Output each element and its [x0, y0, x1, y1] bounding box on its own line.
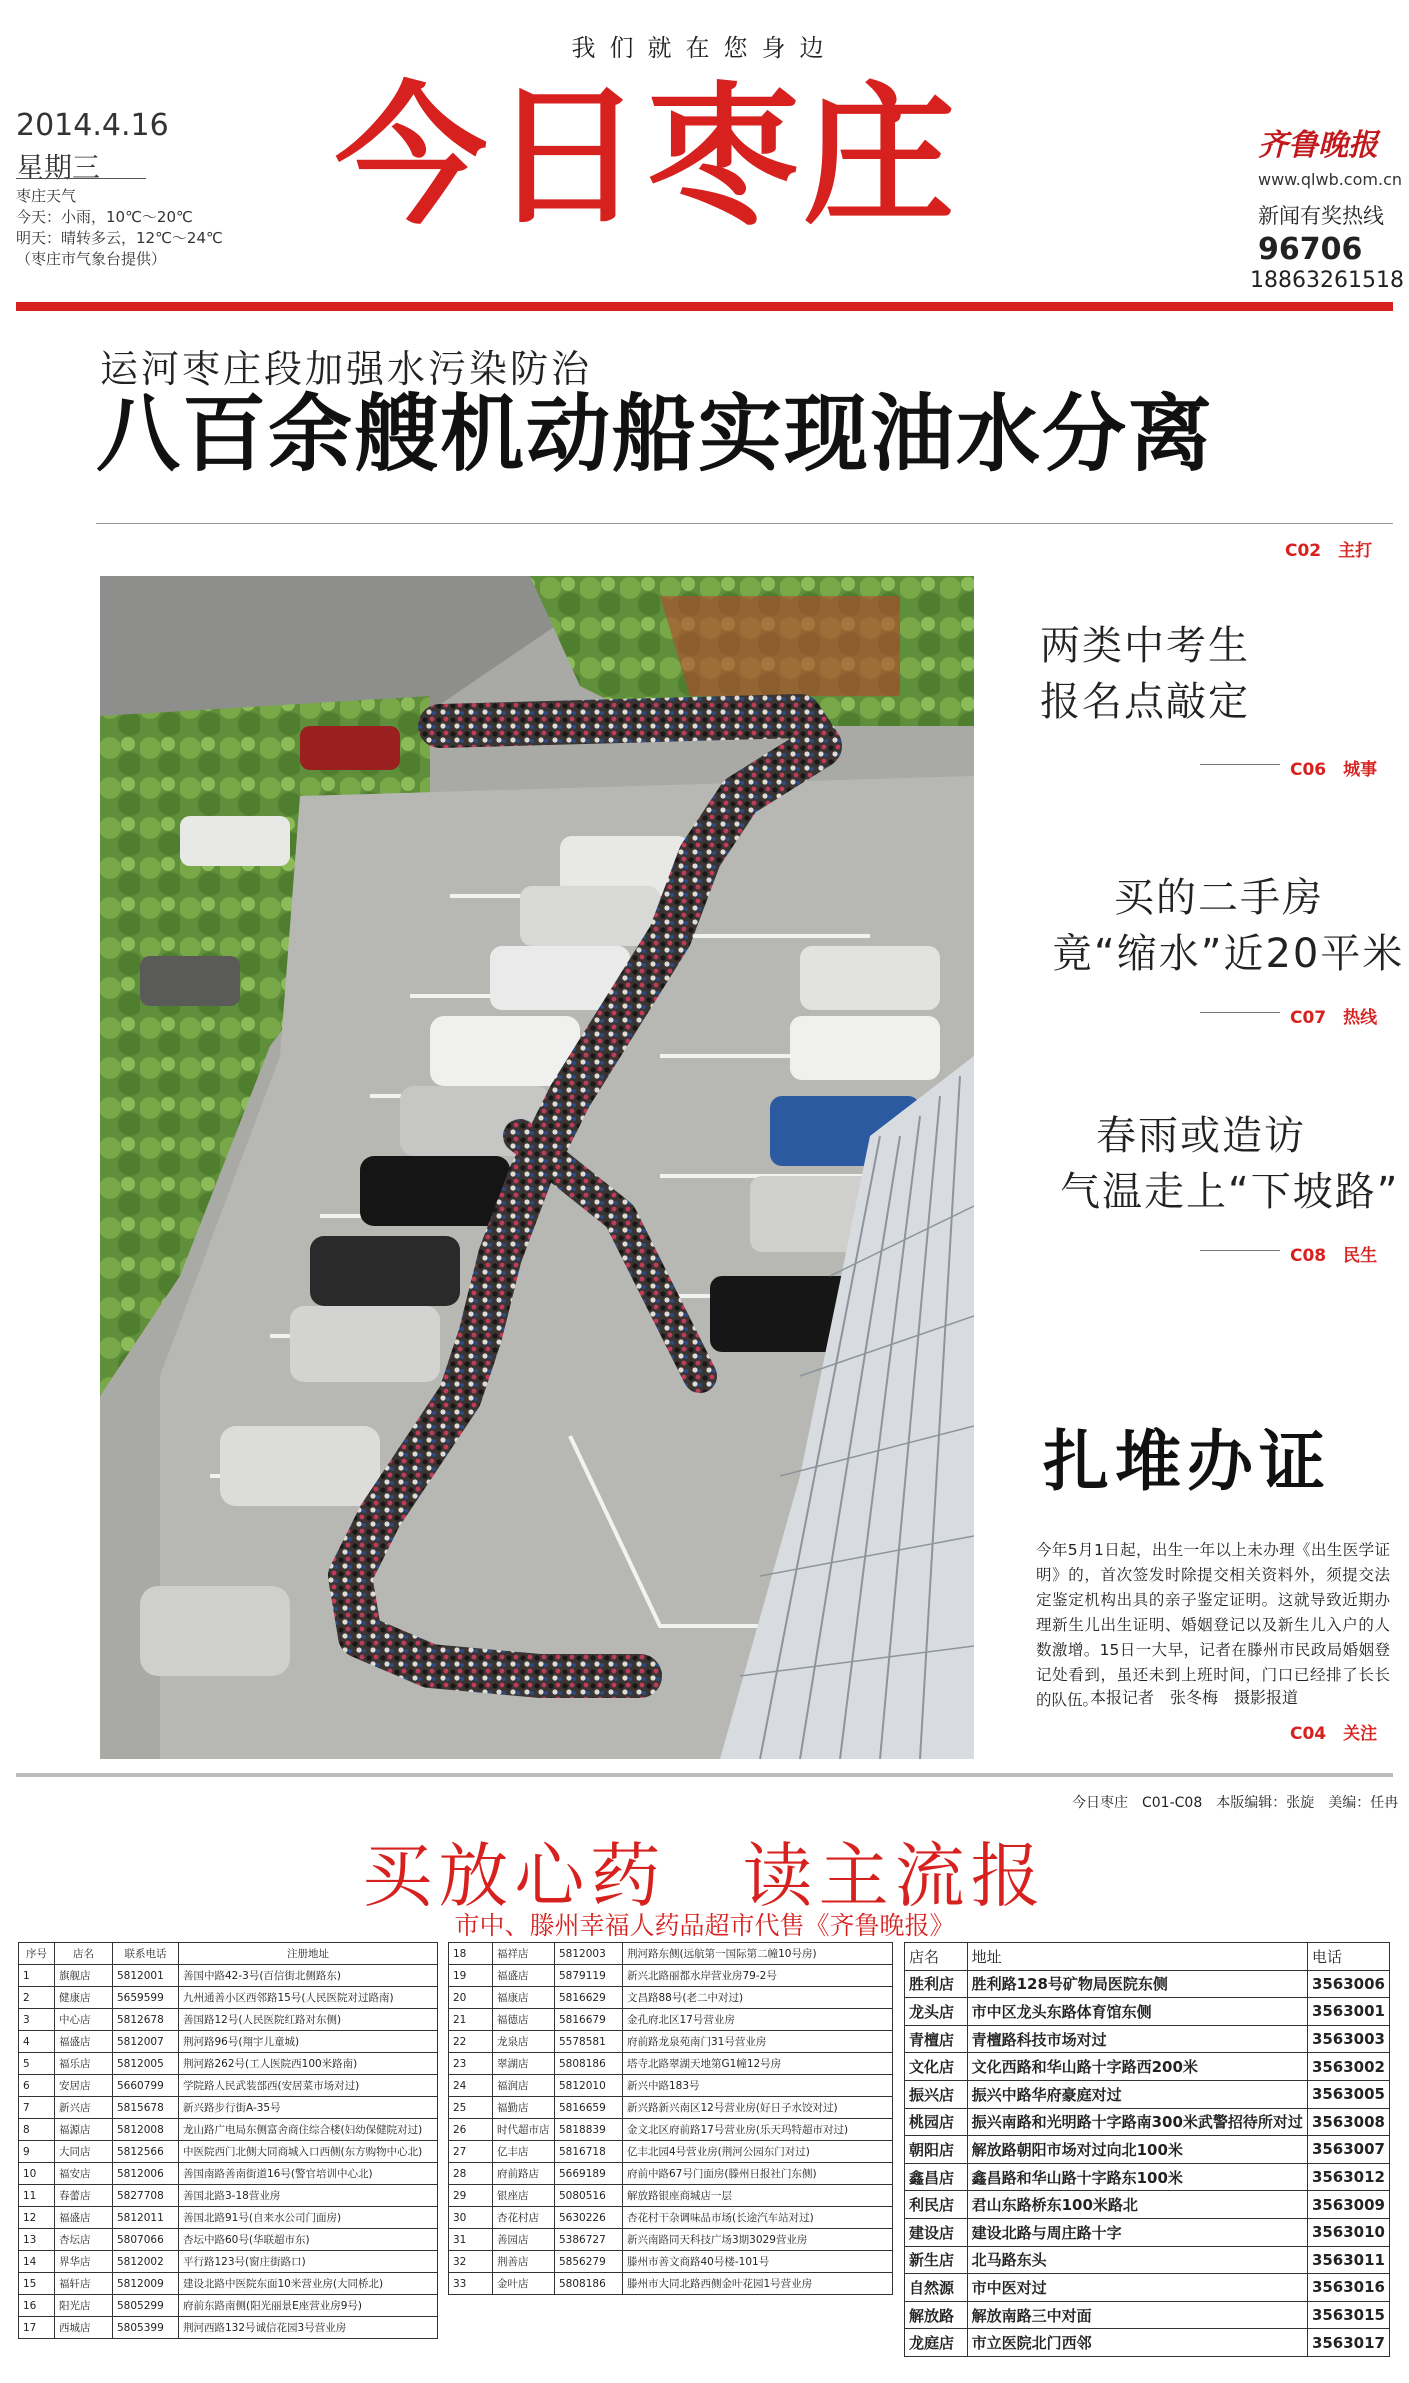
table-cell: 15 — [19, 2273, 55, 2295]
column-header: 地址 — [967, 1943, 1307, 1971]
table-cell: 荆河路262号(工人医院西100米路南) — [179, 2053, 438, 2075]
table-cell: 3563016 — [1307, 2274, 1389, 2302]
table-cell: 5 — [19, 2053, 55, 2075]
table-cell: 3 — [19, 2009, 55, 2031]
story-pageref: C06 城事 — [1290, 760, 1378, 780]
table-cell: 31 — [449, 2229, 493, 2251]
table-cell: 府前东路南侧(阳光丽景E座营业房9号) — [179, 2295, 438, 2317]
table-cell: 鑫昌路和华山路十字路东100米 — [967, 2163, 1307, 2191]
lead-photo — [100, 576, 974, 1759]
story-pageref: C07 热线 — [1290, 1008, 1378, 1028]
table-cell: 5807066 — [113, 2229, 179, 2251]
table-row — [449, 2097, 893, 2119]
table-cell: 33 — [449, 2273, 493, 2295]
table-row — [19, 1965, 438, 1987]
table-cell: 解放路朝阳市场对过向北100米 — [967, 2136, 1307, 2164]
table-cell: 解放路 — [905, 2301, 968, 2329]
table-row — [19, 2097, 438, 2119]
table-cell: 新兴南路同天科技广场3期3029营业房 — [623, 2229, 893, 2251]
table-header-row — [19, 1943, 438, 1965]
table-cell: 新兴北路丽都水岸营业房79-2号 — [623, 1965, 893, 1987]
table-cell: 银座店 — [493, 2185, 555, 2207]
table-row — [449, 2163, 893, 2185]
table-cell: 5669189 — [555, 2163, 623, 2185]
table-cell: 5856279 — [555, 2251, 623, 2273]
table-row — [449, 2009, 893, 2031]
table-cell: 福盛店 — [55, 2031, 113, 2053]
column-header: 联系电话 — [113, 1943, 179, 1965]
table-cell: 塔寺北路翠湖天地第G1幢12号房 — [623, 2053, 893, 2075]
section-rule — [16, 1773, 1393, 1777]
table-cell: 杏坛中路60号(华联超市东) — [179, 2229, 438, 2251]
divider — [16, 178, 146, 179]
table-row — [449, 2185, 893, 2207]
table-cell: 福祥店 — [493, 1943, 555, 1965]
story-pageref: C08 民生 — [1290, 1246, 1378, 1266]
table-cell: 善国南路善南街道16号(警官培训中心北) — [179, 2163, 438, 2185]
table-cell: 西城店 — [55, 2317, 113, 2339]
table-cell: 5812010 — [555, 2075, 623, 2097]
table-cell: 5805399 — [113, 2317, 179, 2339]
feature-pageref: C04 关注 — [1290, 1724, 1378, 1744]
table-cell: 5815678 — [113, 2097, 179, 2119]
table-row — [19, 2251, 438, 2273]
table-cell: 善国北路91号(自来水公司门面房) — [179, 2207, 438, 2229]
table-row — [905, 2136, 1390, 2164]
table-row — [905, 1970, 1390, 1998]
table-cell: 32 — [449, 2251, 493, 2273]
table-cell: 12 — [19, 2207, 55, 2229]
story-title-line: 气温走上“下坡路” — [1060, 1169, 1400, 1215]
table-cell: 3563008 — [1307, 2108, 1389, 2136]
table-cell: 5812678 — [113, 2009, 179, 2031]
table-cell: 时代超市店 — [493, 2119, 555, 2141]
table-cell: 5816629 — [555, 1987, 623, 2009]
divider — [1200, 1250, 1280, 1251]
table-cell: 5808186 — [555, 2053, 623, 2075]
table-cell: 解放南路三中对面 — [967, 2301, 1307, 2329]
table-row — [449, 2075, 893, 2097]
table-cell: 中心店 — [55, 2009, 113, 2031]
table-cell: 九州通善小区西邻路15号(人民医院对过路南) — [179, 1987, 438, 2009]
table-cell: 善国中路42-3号(百信街北侧路东) — [179, 1965, 438, 1987]
table-cell: 3563009 — [1307, 2191, 1389, 2219]
table-cell: 青檀店 — [905, 2025, 968, 2053]
table-row — [19, 2295, 438, 2317]
table-cell: 鑫昌店 — [905, 2163, 968, 2191]
story-title-line: 竟“缩水”近20平米 — [1052, 931, 1405, 977]
table-cell: 29 — [449, 2185, 493, 2207]
story-title-line: 两类中考生 — [1040, 623, 1250, 669]
table-cell: 旗舰店 — [55, 1965, 113, 1987]
table-row — [449, 2119, 893, 2141]
slogan: 我们就在您身边 — [571, 34, 838, 62]
lead-pageref: C02 主打 — [1285, 541, 1373, 561]
column-header: 店名 — [905, 1943, 968, 1971]
table-cell: 荆河路96号(翔宇儿童城) — [179, 2031, 438, 2053]
table-cell: 振兴南路和光明路十字路南300米武警招待所对过 — [967, 2108, 1307, 2136]
table-row — [449, 1987, 893, 2009]
table-cell: 亿丰店 — [493, 2141, 555, 2163]
column-header: 店名 — [55, 1943, 113, 1965]
table-cell: 3563003 — [1307, 2025, 1389, 2053]
table-cell: 4 — [19, 2031, 55, 2053]
table-cell: 胜利路128号矿物局医院东侧 — [967, 1970, 1307, 1998]
lead-headline[interactable]: 八百余艘机动船实现油水分离 — [96, 385, 1215, 483]
table-row — [19, 2317, 438, 2339]
column-header: 注册地址 — [179, 1943, 438, 1965]
table-cell: 13 — [19, 2229, 55, 2251]
ad-title-right: 读主流报 — [742, 1835, 1047, 1917]
table-cell: 5812005 — [113, 2053, 179, 2075]
table-row — [19, 2009, 438, 2031]
table-cell: 5812003 — [555, 1943, 623, 1965]
table-row — [449, 1965, 893, 1987]
table-cell: 建设北路与周庄路十字 — [967, 2218, 1307, 2246]
story-teaser[interactable] — [1060, 1108, 1399, 1220]
table-row — [449, 2053, 893, 2075]
table-cell: 福轩店 — [55, 2273, 113, 2295]
table-cell: 文化西路和华山路十字路西200米 — [967, 2053, 1307, 2081]
table-cell: 5812566 — [113, 2141, 179, 2163]
table-row — [19, 2229, 438, 2251]
table-cell: 市中区龙头东路体育馆东侧 — [967, 1998, 1307, 2026]
table-cell: 6 — [19, 2075, 55, 2097]
table-cell: 5080516 — [555, 2185, 623, 2207]
table-cell: 3563015 — [1307, 2301, 1389, 2329]
table-row — [449, 2031, 893, 2053]
table-cell: 平行路123号(窗庄街路口) — [179, 2251, 438, 2273]
table-cell: 9 — [19, 2141, 55, 2163]
table-cell: 22 — [449, 2031, 493, 2053]
feature-byline: 本报记者 张冬梅 摄影报道 — [1090, 1688, 1299, 1707]
table-cell: 5812008 — [113, 2119, 179, 2141]
divider — [1200, 1012, 1280, 1013]
table-cell: 福盛店 — [55, 2207, 113, 2229]
table-cell: 荆善店 — [493, 2251, 555, 2273]
masthead-title: 今日枣庄 — [335, 66, 959, 245]
hotline-phone: 18863261518 — [1250, 268, 1404, 293]
table-row — [905, 2274, 1390, 2302]
table-cell: 5659599 — [113, 1987, 179, 2009]
table-cell: 杏花村店 — [493, 2207, 555, 2229]
table-cell: 自然源 — [905, 2274, 968, 2302]
table-cell: 5816718 — [555, 2141, 623, 2163]
table-cell: 5386727 — [555, 2229, 623, 2251]
table-cell: 龙庭店 — [905, 2329, 968, 2357]
table-cell: 新兴店 — [55, 2097, 113, 2119]
lead-kicker: 运河枣庄段加强水污染防治 — [100, 347, 593, 391]
table-cell: 桃园店 — [905, 2108, 968, 2136]
table-cell: 福源店 — [55, 2119, 113, 2141]
table-cell: 23 — [449, 2053, 493, 2075]
table-row — [19, 1987, 438, 2009]
table-cell: 5812002 — [113, 2251, 179, 2273]
table-cell: 18 — [449, 1943, 493, 1965]
table-cell: 5630226 — [555, 2207, 623, 2229]
table-cell: 21 — [449, 2009, 493, 2031]
table-cell: 3563012 — [1307, 2163, 1389, 2191]
table-cell: 杏坛店 — [55, 2229, 113, 2251]
table-cell: 3563007 — [1307, 2136, 1389, 2164]
table-row — [449, 2229, 893, 2251]
table-cell: 19 — [449, 1965, 493, 1987]
table-cell: 利民店 — [905, 2191, 968, 2219]
table-cell: 新生店 — [905, 2246, 968, 2274]
table-cell: 北马路东头 — [967, 2246, 1307, 2274]
table-cell: 善国北路3-18营业房 — [179, 2185, 438, 2207]
divider — [96, 523, 1393, 524]
table-row — [449, 2141, 893, 2163]
table-row — [905, 2053, 1390, 2081]
table-cell: 建设北路中医院东面10米营业房(大同桥北) — [179, 2273, 438, 2295]
table-cell: 亿丰北园4号营业房(荆河公园东门对过) — [623, 2141, 893, 2163]
table-cell: 16 — [19, 2295, 55, 2317]
table-cell: 3563001 — [1307, 1998, 1389, 2026]
issue-weekday: 星期三 — [16, 151, 101, 184]
table-cell: 金文北区府前路17号营业房(乐天玛特超市对过) — [623, 2119, 893, 2141]
table-cell: 10 — [19, 2163, 55, 2185]
table-row — [19, 2185, 438, 2207]
table-cell: 君山东路桥东100米路北 — [967, 2191, 1307, 2219]
hotline-label: 新闻有奖热线 — [1258, 204, 1384, 228]
table-row — [905, 2301, 1390, 2329]
weather-line: （枣庄市气象台提供） — [16, 250, 167, 268]
table-cell: 14 — [19, 2251, 55, 2273]
table-row — [19, 2207, 438, 2229]
table-row — [449, 2273, 893, 2295]
table-cell: 3563010 — [1307, 2218, 1389, 2246]
table-cell: 25 — [449, 2097, 493, 2119]
table-cell: 5812007 — [113, 2031, 179, 2053]
table-row — [449, 1943, 893, 1965]
table-row — [449, 2207, 893, 2229]
table-cell: 24 — [449, 2075, 493, 2097]
table-row — [19, 2053, 438, 2075]
table-row — [19, 2031, 438, 2053]
table-cell: 福德店 — [493, 2009, 555, 2031]
table-cell: 振兴中路华府豪庭对过 — [967, 2080, 1307, 2108]
table-cell: 5827708 — [113, 2185, 179, 2207]
table-row — [19, 2273, 438, 2295]
weather-line: 今天：小雨，10℃～20℃ — [16, 208, 193, 226]
table-cell: 翠湖店 — [493, 2053, 555, 2075]
table-row — [905, 2329, 1390, 2357]
table-cell: 府前路龙泉苑南门31号营业房 — [623, 2031, 893, 2053]
table-cell: 新兴路新兴南区12号营业房(好日子水饺对过) — [623, 2097, 893, 2119]
table-cell: 阳光店 — [55, 2295, 113, 2317]
table-cell: 20 — [449, 1987, 493, 2009]
table-row — [905, 2080, 1390, 2108]
site-url[interactable]: www.qlwb.com.cn — [1258, 170, 1402, 189]
table-cell: 振兴店 — [905, 2080, 968, 2108]
table-row — [905, 2191, 1390, 2219]
table-cell: 5808186 — [555, 2273, 623, 2295]
ad-subtitle: 市中、滕州幸福人药品超市代售《齐鲁晚报》 — [454, 1911, 955, 1940]
table-row — [449, 2251, 893, 2273]
story-title-line: 春雨或造访 — [1096, 1113, 1306, 1159]
column-header: 电话 — [1307, 1943, 1389, 1971]
story-title-line: 买的二手房 — [1114, 875, 1324, 921]
table-cell: 26 — [449, 2119, 493, 2141]
table-cell: 滕州市善文商路40号楼-101号 — [623, 2251, 893, 2273]
table-row — [19, 2141, 438, 2163]
table-row — [905, 2108, 1390, 2136]
table-cell: 善国路12号(人民医院红路对东侧) — [179, 2009, 438, 2031]
ad-title-left: 买放心药 — [362, 1835, 667, 1917]
table-cell: 5812009 — [113, 2273, 179, 2295]
table-cell: 龙头店 — [905, 1998, 968, 2026]
table-cell: 福勤店 — [493, 2097, 555, 2119]
brand-logo: 齐鲁晚报 — [1258, 128, 1378, 163]
table-cell: 建设店 — [905, 2218, 968, 2246]
table-cell: 福润店 — [493, 2075, 555, 2097]
queue-photo-illustration — [100, 576, 974, 1759]
table-cell: 界华店 — [55, 2251, 113, 2273]
table-row — [905, 1998, 1390, 2026]
table-cell: 龙泉店 — [493, 2031, 555, 2053]
table-cell: 福盛店 — [493, 1965, 555, 1987]
table-cell: 新兴路步行街A-35号 — [179, 2097, 438, 2119]
table-cell: 28 — [449, 2163, 493, 2185]
story-teaser[interactable] — [1040, 618, 1250, 730]
table-cell: 5578581 — [555, 2031, 623, 2053]
page-credits: 今日枣庄 C01-C08 本版编辑：张旋 美编：任冉 — [1072, 1795, 1399, 1811]
table-row — [905, 2025, 1390, 2053]
table-cell: 解放路银座商城店一层 — [623, 2185, 893, 2207]
table-cell: 5812001 — [113, 1965, 179, 1987]
weather-box — [16, 186, 223, 270]
table-cell: 5816659 — [555, 2097, 623, 2119]
stores-table-shizhong — [904, 1942, 1390, 2357]
table-cell: 11 — [19, 2185, 55, 2207]
table-cell: 3563005 — [1307, 2080, 1389, 2108]
divider — [1200, 764, 1280, 765]
table-cell: 市中医对过 — [967, 2274, 1307, 2302]
issue-date: 2014.4.16 — [16, 108, 169, 143]
table-cell: 金叶店 — [493, 2273, 555, 2295]
table-cell: 福康店 — [493, 1987, 555, 2009]
weather-line: 明天：晴转多云，12℃～24℃ — [16, 229, 223, 247]
table-header-row — [905, 1943, 1390, 1971]
table-cell: 青檀路科技市场对过 — [967, 2025, 1307, 2053]
table-cell: 安居店 — [55, 2075, 113, 2097]
table-cell: 5812006 — [113, 2163, 179, 2185]
hotline-number: 96706 — [1258, 232, 1363, 267]
table-cell: 荆河西路132号诚信花园3号营业房 — [179, 2317, 438, 2339]
table-cell: 善园店 — [493, 2229, 555, 2251]
story-teaser[interactable] — [1052, 870, 1404, 982]
table-cell: 5879119 — [555, 1965, 623, 1987]
feature-body: 今年5月1日起，出生一年以上未办理《出生医学证明》的，首次签发时除提交相关资料外，须提交法定鉴定机构出具的亲子鉴定证明。这就导致近期办理新生儿出生证明、婚姻登记以及新生儿入户的人数激增。15日一大早，记者在滕州市民政局婚姻登记处看到，虽还未到上班时间，门口已经排了长长的队伍。 — [1036, 1541, 1390, 1709]
table-cell: 5805299 — [113, 2295, 179, 2317]
table-cell: 2 — [19, 1987, 55, 2009]
table-cell: 3563011 — [1307, 2246, 1389, 2274]
table-cell: 春蕾店 — [55, 2185, 113, 2207]
table-cell: 荆河路东侧(远航第一国际第二幢10号房) — [623, 1943, 893, 1965]
table-row — [905, 2246, 1390, 2274]
table-cell: 胜利店 — [905, 1970, 968, 1998]
table-cell: 3563017 — [1307, 2329, 1389, 2357]
table-cell: 文昌路88号(老二中对过) — [623, 1987, 893, 2009]
table-cell: 3563006 — [1307, 1970, 1389, 1998]
table-row — [905, 2163, 1390, 2191]
stores-table-tengzhou-2 — [448, 1942, 893, 2295]
table-cell: 5812011 — [113, 2207, 179, 2229]
table-cell: 学院路人民武装部西(安居菜市场对过) — [179, 2075, 438, 2097]
table-cell: 金孔府北区17号营业房 — [623, 2009, 893, 2031]
table-row — [19, 2075, 438, 2097]
story-title-line: 报名点敲定 — [1040, 679, 1250, 725]
table-cell: 30 — [449, 2207, 493, 2229]
masthead-rule — [16, 302, 1393, 311]
table-cell: 新兴中路183号 — [623, 2075, 893, 2097]
table-cell: 朝阳店 — [905, 2136, 968, 2164]
table-cell: 文化店 — [905, 2053, 968, 2081]
table-cell: 龙山路广电局东侧富舍商住综合楼(妇幼保健院对过) — [179, 2119, 438, 2141]
table-cell: 杏花村干杂调味品市场(长途汽车站对过) — [623, 2207, 893, 2229]
column-header: 序号 — [19, 1943, 55, 1965]
stores-table-tengzhou-1 — [18, 1942, 438, 2339]
table-cell: 府前中路67号门面房(滕州日报社门东侧) — [623, 2163, 893, 2185]
table-row — [905, 2218, 1390, 2246]
table-cell: 福乐店 — [55, 2053, 113, 2075]
table-cell: 5818839 — [555, 2119, 623, 2141]
table-cell: 8 — [19, 2119, 55, 2141]
table-cell: 福安店 — [55, 2163, 113, 2185]
table-cell: 5816679 — [555, 2009, 623, 2031]
table-cell: 27 — [449, 2141, 493, 2163]
table-cell: 市立医院北门西邻 — [967, 2329, 1307, 2357]
table-cell: 大同店 — [55, 2141, 113, 2163]
feature-title[interactable]: 扎堆办证 — [1043, 1423, 1331, 1500]
table-row — [19, 2163, 438, 2185]
weather-line: 枣庄天气 — [16, 187, 77, 205]
table-cell: 17 — [19, 2317, 55, 2339]
table-row — [19, 2119, 438, 2141]
table-cell: 滕州市大同北路西侧金叶花园1号营业房 — [623, 2273, 893, 2295]
table-cell: 3563002 — [1307, 2053, 1389, 2081]
table-cell: 健康店 — [55, 1987, 113, 2009]
table-cell: 7 — [19, 2097, 55, 2119]
table-cell: 府前路店 — [493, 2163, 555, 2185]
table-cell: 1 — [19, 1965, 55, 1987]
table-cell: 5660799 — [113, 2075, 179, 2097]
table-cell: 中医院西门北侧大同商城入口西侧(东方购物中心北) — [179, 2141, 438, 2163]
